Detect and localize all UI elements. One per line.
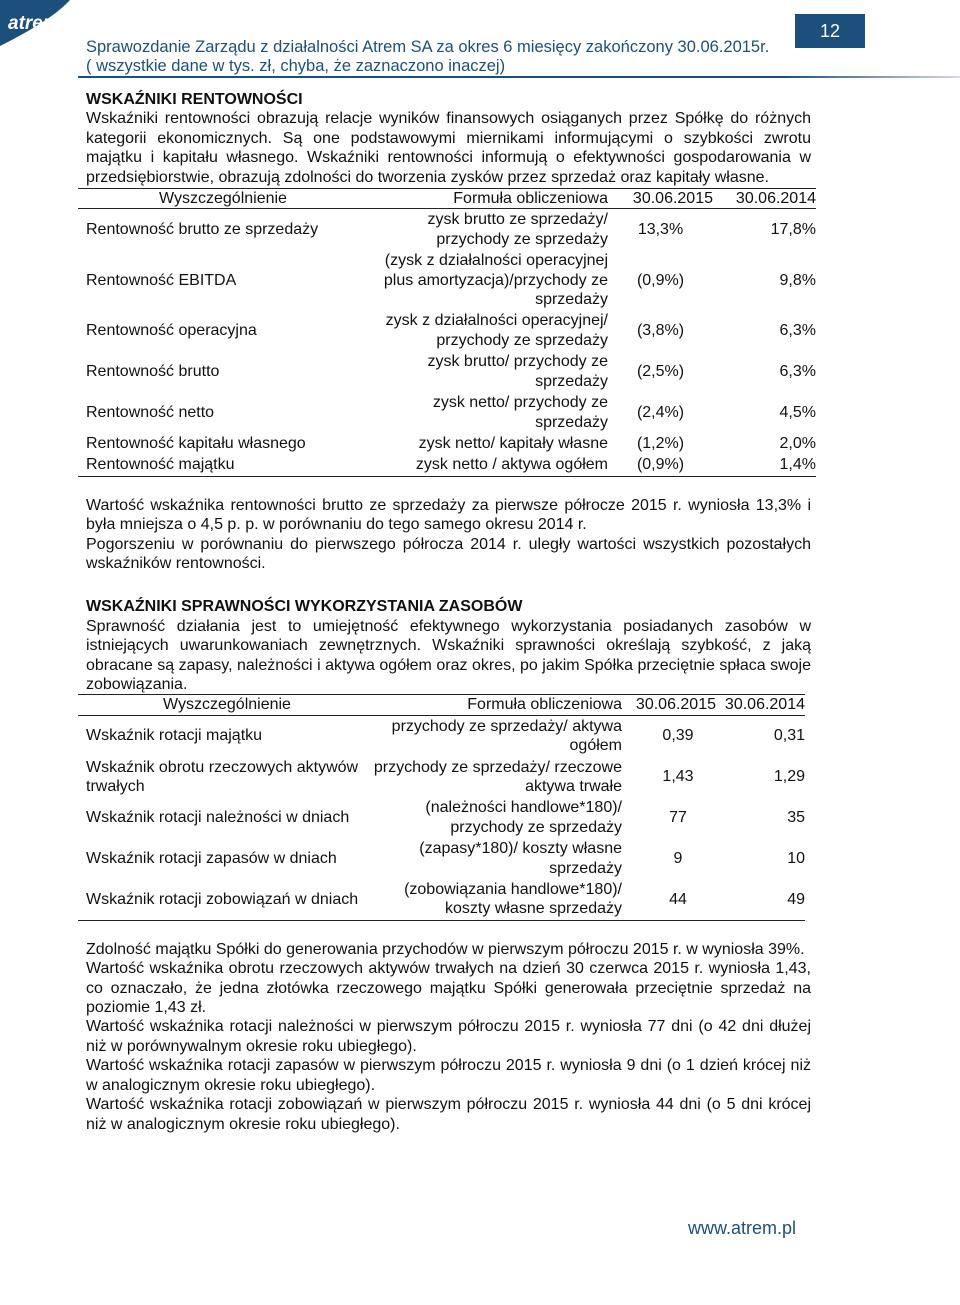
- header-2014: 30.06.2014: [735, 190, 816, 208]
- row-value-2015: (2,5%): [636, 362, 685, 380]
- row-formula: zysk brutto ze sprzedaży/ przychody ze sprzedaży: [427, 211, 608, 248]
- row-formula: zysk netto/ przychody ze sprzedaży: [432, 394, 608, 431]
- row-value-2014: 4,5%: [779, 403, 816, 421]
- table-row: [78, 310, 816, 351]
- row-formula: (zobowiązania handlowe*180)/ koszty własne sprzedaży: [404, 881, 622, 918]
- row-formula: zysk netto / aktywa ogółem: [415, 456, 608, 474]
- table-row: [78, 715, 805, 756]
- row-formula: (należności handlowe*180)/ przychody ze sprzedaży: [425, 799, 622, 836]
- header-formula: Formuła obliczeniowa: [467, 696, 622, 714]
- row-formula: zysk z działalności operacyjnej/ przychody ze sprzedaży: [385, 312, 608, 349]
- efficiency-comment: Wartość wskaźnika rotacji zobowiązań w pierwszym półroczu 2015 r. wyniosła 44 dni (o 5 dni krócej niż w analogicznym okresie roku ubiegłego).: [86, 1096, 811, 1133]
- row-value-2014: 6,3%: [779, 362, 816, 380]
- company-logo: [0, 0, 84, 58]
- header-formula: Formuła obliczeniowa: [453, 190, 608, 208]
- row-formula: przychody ze sprzedaży/ rzeczowe aktywa trwałe: [373, 758, 622, 795]
- row-name: Rentowność brutto: [86, 362, 220, 380]
- header-2015: 30.06.2015: [632, 190, 713, 208]
- row-name: Rentowność majątku: [86, 456, 235, 474]
- efficiency-comment: Zdolność majątku Spółki do generowania przychodów w pierwszym półroczu 2015 r. w wyniosła 39%.: [86, 940, 805, 958]
- table-header-row: [78, 189, 816, 209]
- row-value-2014: 1,29: [773, 768, 805, 786]
- profitability-comment-2: Pogorszeniu w porównaniu do pierwszego półrocza 2014 r. uległy wartości wszystkich pozostałych wskaźników rentowności.: [86, 535, 811, 572]
- row-value-2014: 2,0%: [779, 434, 816, 452]
- row-value-2015: 9: [673, 849, 683, 867]
- efficiency-comment: Wartość wskaźnika obrotu rzeczowych aktywów trwałych na dzień 30 czerwca 2015 r. wyniosła 1,43, co oznaczało, że jedna złotówka rzeczowego majątku Spółki generowała przeciętnie sprzedaż na poziomie 1,43 zł.: [86, 960, 811, 1017]
- page-number: 12: [795, 14, 865, 48]
- row-value-2014: 10: [787, 849, 805, 867]
- row-value-2015: 13,3%: [637, 221, 684, 239]
- efficiency-intro: Sprawność działania jest to umiejętność efektywnego wykorzystania posiadanych zasobów w istniejących uwarunkowaniach zewnętrznych. Wskaźniki sprawności określają szybkość, z jaką obracane są zapasy, należności i aktywa ogółem oraz okres, po jakim Spółka przeciętnie spłaca swoje zobowiązania.: [86, 617, 811, 693]
- table-row: [78, 879, 805, 920]
- row-name: Rentowność kapitału własnego: [86, 434, 306, 452]
- row-name: Wskaźnik obrotu rzeczowych aktywów trwałych: [86, 758, 359, 795]
- row-formula: (zapasy*180)/ koszty własne sprzedaży: [419, 840, 622, 877]
- header-item: Wyszczególnienie: [159, 190, 287, 208]
- table-header-row: [78, 695, 805, 715]
- row-formula: zysk brutto/ przychody ze sprzedaży: [427, 353, 608, 390]
- row-name: Rentowność brutto ze sprzedaży: [86, 221, 319, 239]
- row-name: Wskaźnik rotacji zapasów w dniach: [86, 849, 337, 867]
- row-value-2014: 1,4%: [779, 456, 816, 474]
- logo-text: atrem: [8, 13, 60, 34]
- table-row: [78, 433, 816, 454]
- efficiency-comment: Wartość wskaźnika rotacji należności w pierwszym półroczu 2015 r. wyniosła 77 dni (o 42 dni dłużej niż w porównywalnym okresie roku ubiegłego).: [86, 1018, 811, 1055]
- table-row: [78, 351, 816, 392]
- efficiency-table: [78, 694, 805, 920]
- row-value-2015: (3,8%): [636, 322, 685, 340]
- report-title: Sprawozdanie Zarządu z działalności Atrem SA za okres 6 miesięcy zakończony 30.06.2015r.: [86, 38, 770, 56]
- row-value-2015: (2,4%): [636, 403, 685, 421]
- report-subtitle: ( wszystkie dane w tys. zł, chyba, że zaznaczono inaczej): [86, 57, 506, 75]
- row-name: Wskaźnik rotacji należności w dniach: [86, 809, 350, 827]
- table-row: [78, 392, 816, 433]
- section-title-efficiency: WSKAŹNIKI SPRAWNOŚCI WYKORZYSTANIA ZASOBÓW: [86, 598, 523, 616]
- row-value-2014: 6,3%: [779, 322, 816, 340]
- row-name: Rentowność netto: [86, 403, 215, 421]
- row-value-2014: 0,31: [773, 727, 805, 745]
- row-name: Rentowność EBITDA: [86, 271, 237, 289]
- profitability-intro: Wskaźniki rentowności obrazują relacje wyników finansowych osiąganych przez Spółkę do różnych kategorii ekonomicznych. Są one podstawowymi miernikami informującymi o szybkości zwrotu majątku i kapitału własnego. Wskaźniki rentowności informują o efektywności gospodarowania w przedsiębiorstwie, obrazują zdolności do tworzenia zysków przez sprzedaż oraz kapitały własne.: [86, 110, 811, 186]
- table-row: [78, 454, 816, 476]
- row-value-2015: 1,43: [662, 768, 694, 786]
- row-value-2015: 77: [669, 809, 687, 827]
- profitability-table: [78, 188, 816, 477]
- row-value-2015: (0,9%): [636, 456, 685, 474]
- page-content: [86, 90, 816, 1134]
- table-row: [78, 209, 816, 250]
- section-title-profitability: WSKAŹNIKI RENTOWNOŚCI: [86, 91, 303, 108]
- website-url: www.atrem.pl: [688, 1218, 797, 1238]
- table-row: [78, 838, 805, 879]
- header-2015: 30.06.2015: [635, 696, 716, 714]
- header-divider: [78, 76, 960, 78]
- row-value-2014: 17,8%: [770, 221, 816, 239]
- table-row: [78, 797, 805, 838]
- row-value-2015: (0,9%): [636, 271, 685, 289]
- row-value-2015: (1,2%): [636, 434, 685, 452]
- row-formula: zysk netto/ kapitały własne: [418, 434, 608, 452]
- row-name: Wskaźnik rotacji majątku: [86, 727, 263, 745]
- row-value-2014: 35: [787, 809, 805, 827]
- table-row: [78, 757, 805, 798]
- header-item: Wyszczególnienie: [163, 696, 291, 714]
- row-value-2014: 49: [787, 890, 805, 908]
- profitability-comment-1: Wartość wskaźnika rentowności brutto ze sprzedaży za pierwsze półrocze 2015 r. wyniosła 13,3% i była mniejsza o 4,5 p. p. w porównaniu do tego samego okresu 2014 r.: [86, 496, 811, 534]
- row-value-2015: 0,39: [662, 727, 694, 745]
- header-2014: 30.06.2014: [724, 696, 805, 714]
- row-formula: przychody ze sprzedaży/ aktywa ogółem: [391, 717, 622, 755]
- row-value-2015: 44: [669, 890, 687, 908]
- table-row: [78, 250, 816, 310]
- efficiency-comment: Wartość wskaźnika rotacji zapasów w pierwszym półroczu 2015 r. wyniosła 9 dni (o 1 dzień krócej niż w analogicznym okresie roku ubiegłego).: [86, 1057, 811, 1094]
- row-name: Wskaźnik rotacji zobowiązań w dniach: [86, 890, 359, 908]
- row-formula: (zysk z działalności operacyjnej plus amortyzacja)/przychody ze sprzedaży: [383, 252, 608, 309]
- row-name: Rentowność operacyjna: [86, 322, 257, 340]
- row-value-2014: 9,8%: [779, 271, 816, 289]
